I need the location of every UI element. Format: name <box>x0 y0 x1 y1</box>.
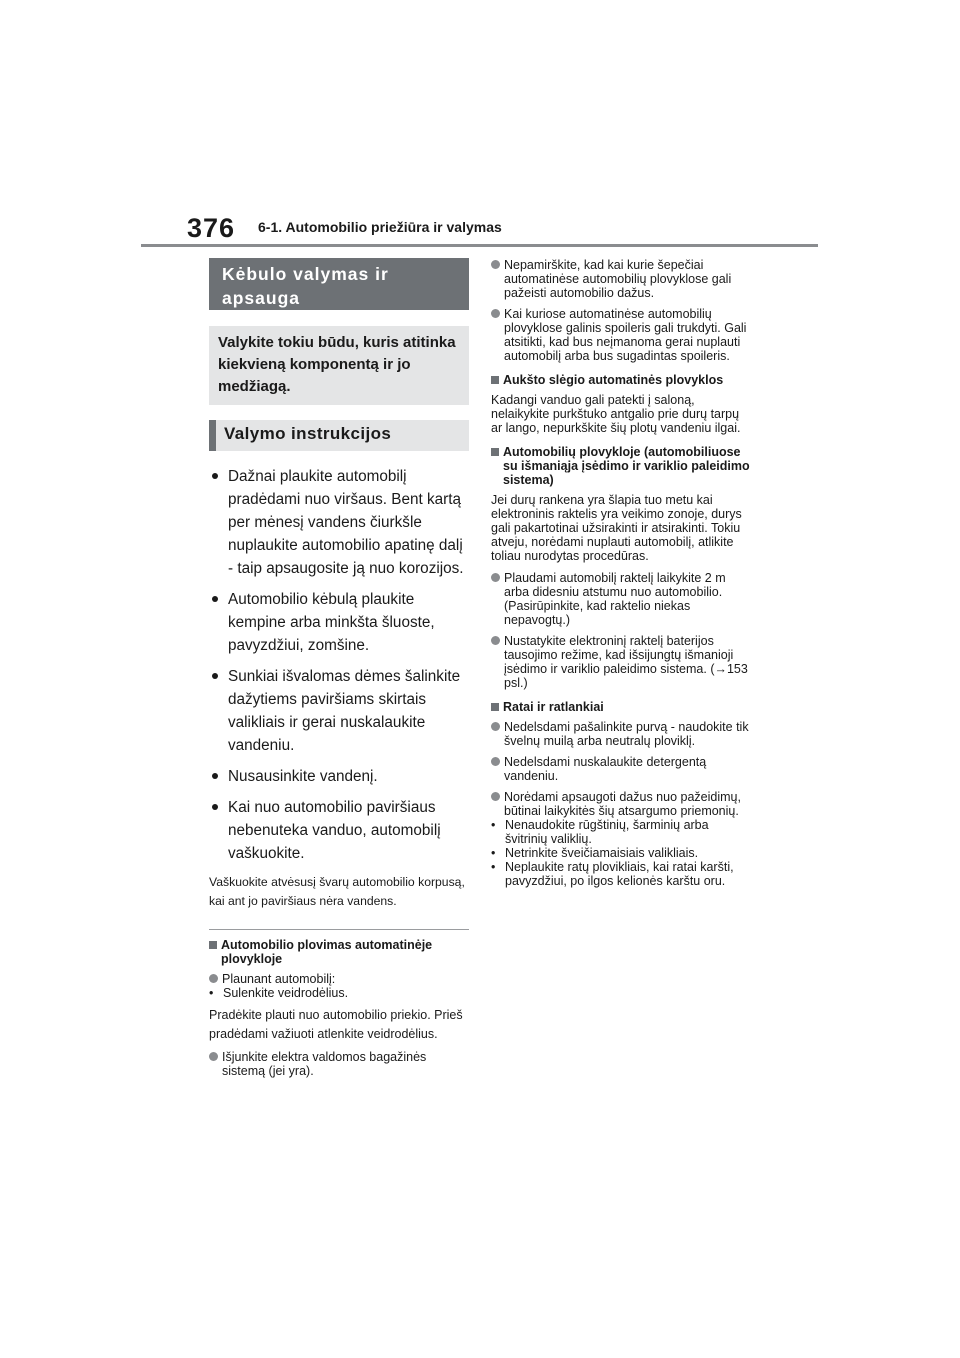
circle-bullet-icon <box>209 974 218 983</box>
list-item: Nusausinkite vandenį. <box>209 765 469 788</box>
right-column <box>491 258 753 888</box>
section-title: 6-1. Automobilio priežiūra ir valymas <box>258 219 502 235</box>
instruction-list <box>209 465 469 865</box>
square-bullet-icon <box>491 703 499 711</box>
circle-bullet-icon <box>491 792 500 801</box>
list-item: Nustatykite elektroninį raktelį baterijos tausojimo režime, kad išsijungtų išmanioji įsėdimo ir variklio paleidimo sistema. (→153 psl.) <box>491 634 753 690</box>
bullet-dot-icon <box>212 773 218 779</box>
list-item: Kai kuriose automatinėse automobilių plovyklose galinis spoileris gali trukdyti. Gali atsitikti, kad bus neįmanoma gerai nuplauti automobilį arba bus sugadintas spoileris. <box>491 307 753 363</box>
intro-box: Valykite tokiu būdu, kuris atitinka kiekvieną komponentą ir jo medžiagą. <box>209 326 469 405</box>
smart-entry-heading: Automobilių plovykloje (automobiliuose su išmaniąja įsėdimo ir variklio paleidimo sistema) <box>491 445 753 487</box>
bullet-dot-icon <box>212 596 218 602</box>
paragraph: Jei durų rankena yra šlapia tuo metu kai elektroninis raktelis yra veikimo zonoje, durys gali pakartotinai užsirakinti ir atsirakinti. Tokiu atveju, norėdami nuplauti automobilį, atlikite toliau nurodytas procedūras. <box>491 493 742 563</box>
sub-item: • Sulenkite veidrodėlius. <box>209 986 349 1000</box>
square-bullet-icon <box>209 941 217 949</box>
header-divider <box>141 244 818 247</box>
list-item: Nedelsdami nuskalaukite detergentą vandeniu. <box>491 755 753 783</box>
auto-wash-heading: Automobilio plovimas automatinėje plovykloje <box>209 938 469 966</box>
high-pressure-heading: Aukšto slėgio automatinės plovyklos <box>491 373 753 387</box>
list-item: Dažnai plaukite automobilį pradėdami nuo viršaus. Bent kartą per mėnesį vandens čiurkšle nuplaukite automobilio apatinę dalį - taip apsaugosite ją nuo korozijos. <box>209 465 469 580</box>
divider <box>209 929 469 930</box>
square-bullet-icon <box>491 376 499 384</box>
instructions-heading: Valymo instrukcijos <box>209 420 469 451</box>
square-bullet-icon <box>491 448 499 456</box>
circle-bullet-icon <box>491 757 500 766</box>
list-item: Norėdami apsaugoti dažus nuo pažeidimų, būtinai laikykitės šių atsargumo priemonių. <box>491 790 753 818</box>
paragraph: Kadangi vanduo gali patekti į saloną, nelaikykite purkštuko antgalio prie durų tarpų ar lango, nepurkškite šių plotų vandeniu ilgai. <box>491 393 741 435</box>
sub-item: • Nenaudokite rūgštinių, šarminių arba švitrinių valiklių. <box>491 818 709 846</box>
list-item: Automobilio kėbulą plaukite kempine arba minkšta šluoste, pavyzdžiui, zomšine. <box>209 588 469 657</box>
circle-bullet-icon <box>491 309 500 318</box>
sub-item: • Neplaukite ratų plovikliais, kai ratai karšti, pavyzdžiui, po ilgos kelionės karštu oru. <box>491 860 734 888</box>
paragraph: Pradėkite plauti nuo automobilio priekio. Prieš pradėdami važiuoti atlenkite veidrodėlius. <box>209 1008 463 1041</box>
bullet-dot-icon <box>212 804 218 810</box>
arrow-icon: → <box>714 662 727 676</box>
list-item: Sunkiai išvalomas dėmes šalinkite dažytiems paviršiams skirtais valikliais ir gerai nuskalaukite vandeniu. <box>209 665 469 757</box>
bullet-dot-icon <box>212 673 218 679</box>
circle-bullet-icon <box>209 1052 218 1061</box>
circle-bullet-icon <box>491 260 500 269</box>
sub-item: • Netrinkite šveičiamaisiais valikliais. <box>491 846 699 860</box>
wax-note: Vaškuokite atvėsusį švarų automobilio korpusą, kai ant jo paviršiaus nėra vandens. <box>209 875 465 908</box>
list-item: Plaunant automobilį: <box>209 972 469 986</box>
list-item: Nepamirškite, kad kai kurie šepečiai automatinėse automobilių plovyklose gali pažeisti automobilio dažus. <box>491 258 753 300</box>
wheels-heading: Ratai ir ratlankiai <box>491 700 753 714</box>
bullet-dot-icon <box>212 473 218 479</box>
circle-bullet-icon <box>491 573 500 582</box>
circle-bullet-icon <box>491 722 500 731</box>
topic-banner: Kėbulo valymas ir apsauga <box>209 258 469 310</box>
list-item: Išjunkite elektra valdomos bagažinės sistemą (jei yra). <box>209 1050 469 1078</box>
left-column <box>209 258 469 1085</box>
circle-bullet-icon <box>491 636 500 645</box>
list-item: Nedelsdami pašalinkite purvą - naudokite tik švelnų muilą arba neutralų ploviklį. <box>491 720 753 748</box>
list-item: Kai nuo automobilio paviršiaus nebenuteka vanduo, automobilį vaškuokite. <box>209 796 469 865</box>
page-number: 376 <box>187 213 236 243</box>
list-item: Plaudami automobilį raktelį laikykite 2 m arba didesniu atstumu nuo automobilio. (Pasirūpinkite, kad raktelio niekas nepavogtų.) <box>491 571 753 627</box>
